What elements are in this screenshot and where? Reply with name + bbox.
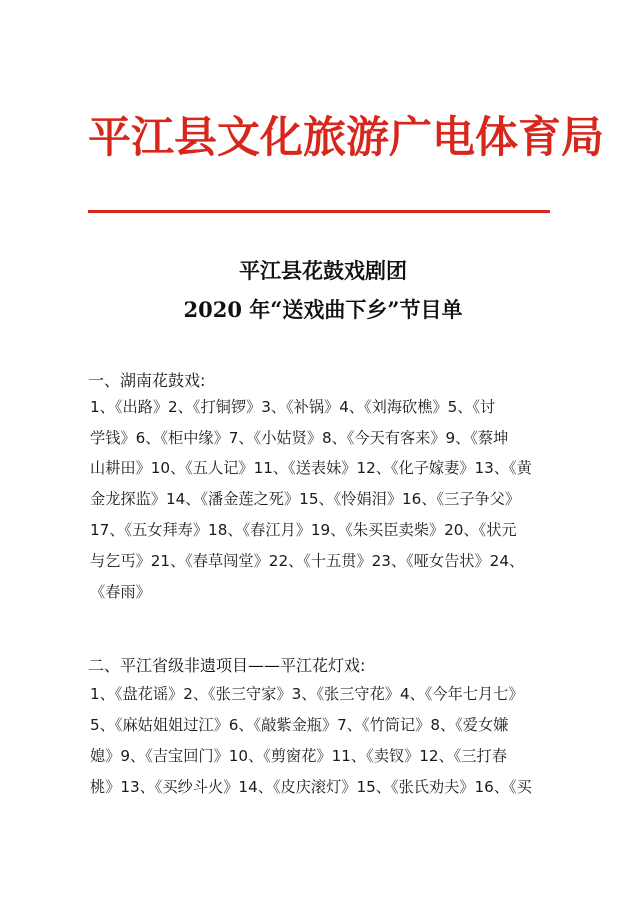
- section-2-line: 桃》13、《买纱斗火》14、《皮庆滚灯》15、《张氏劝夫》16、《买: [90, 778, 532, 796]
- document-title-line-1: 平江县花鼓戏剧团: [239, 258, 407, 283]
- section-2-line: 1、《盘花谣》2、《张三守家》3、《张三守花》4、《今年七月七》: [90, 685, 524, 703]
- section-1-line: 1、《出路》2、《打铜锣》3、《补锅》4、《刘海砍樵》5、《讨: [90, 398, 496, 416]
- section-1-line: 学钱》6、《柜中缘》7、《小姑贤》8、《今天有客来》9、《蔡坤: [90, 429, 509, 447]
- section-2-line: 5、《麻姑姐姐过江》6、《敲紫金瓶》7、《竹筒记》8、《爱女嫌: [90, 716, 509, 734]
- section-1-line: 《春雨》: [90, 583, 151, 601]
- section-heading-hunan-huaguxi: 一、湖南花鼓戏:: [88, 371, 206, 390]
- section-1-line: 17、《五女拜寿》18、《春江月》19、《朱买臣卖柴》20、《状元: [90, 521, 517, 539]
- section-2-line: 媳》9、《吉宝回门》10、《剪窗花》11、《卖钗》12、《三打春: [90, 747, 507, 765]
- letterhead-red-rule: [88, 210, 550, 213]
- section-heading-pingjiang-huadengxi: 二、平江省级非遗项目——平江花灯戏:: [88, 656, 366, 675]
- section-1-line: 山耕田》10、《五人记》11、《送表妹》12、《化子嫁妻》13、《黄: [90, 459, 532, 477]
- section-1-line: 与乞丐》21、《春草闯堂》22、《十五贯》23、《哑女告状》24、: [90, 552, 525, 570]
- section-1-line: 金龙探监》14、《潘金莲之死》15、《怜娟泪》16、《三子争父》: [90, 490, 521, 508]
- organization-letterhead: 平江县文化旅游广电体育局: [88, 113, 604, 163]
- document-title-line-2: 2020 年“送戏曲下乡”节目单: [183, 297, 463, 322]
